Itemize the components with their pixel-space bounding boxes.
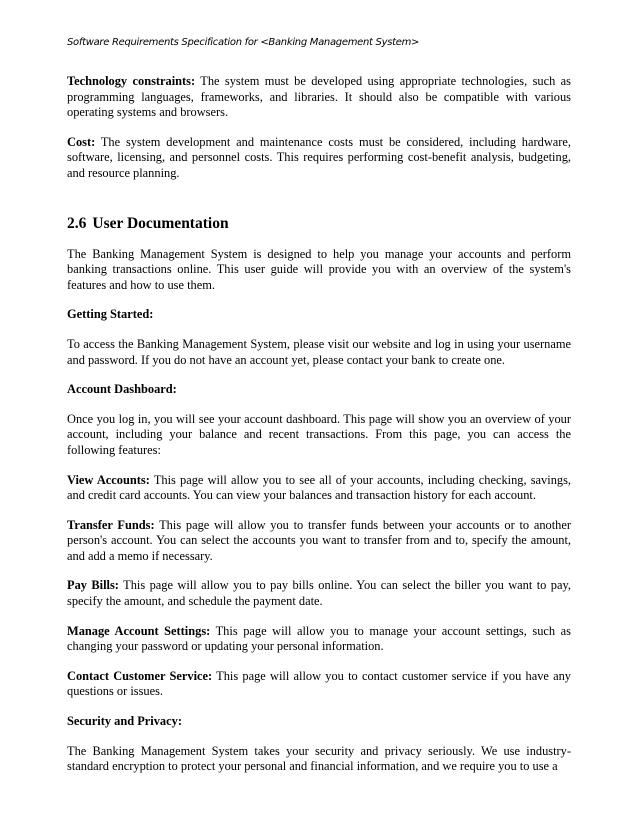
section-heading <box>67 215 571 233</box>
feature-contact-service <box>67 669 571 700</box>
getting-started-heading: Getting Started: <box>67 307 154 322</box>
page-content <box>67 74 571 775</box>
intro-paragraph: The Banking Management System is designed to help you manage your accounts and perform banking transactions online. This user guide will provide you with an overview of the system's features and how to use them. <box>67 246 571 292</box>
constraint-text: The system development and maintenance costs must be considered, including hardware, software, licensing, and personnel costs. This requires performing cost-benefit analysis, budgeting, and resource planning. <box>67 134 571 180</box>
feature-transfer-funds <box>67 518 571 565</box>
feature-manage-settings <box>67 624 571 655</box>
feature-text: This page will allow you to manage your account settings, such as changing your password or updating your personal information. <box>67 623 571 654</box>
feature-pay-bills <box>67 578 571 609</box>
feature-text: This page will allow you to contact customer service if you have any questions or issues. <box>67 668 571 699</box>
security-paragraph: The Banking Management System takes your security and privacy seriously. We use industry-standard encryption to protect your personal and financial information, and we require you to use a <box>67 743 571 774</box>
feature-text: This page will allow you to transfer funds between your accounts or to another person's account. You can select the accounts you want to transfer from and to, specify the amount, and add a memo if necessary. <box>67 517 571 563</box>
section-title: User Documentation <box>92 214 229 232</box>
feature-term: View Accounts: <box>67 472 150 487</box>
section-number: 2.6 <box>67 214 87 232</box>
feature-term: Manage Account Settings: <box>67 623 211 638</box>
constraint-term: Cost: <box>67 134 96 149</box>
feature-text: This page will allow you to pay bills online. You can select the biller you want to pay, specify the amount, and schedule the payment date. <box>67 578 571 609</box>
constraint-text: The system must be developed using appropriate technologies, such as programming languages, frameworks, and libraries. It should also be compatible with various operating systems and browsers. <box>67 74 571 120</box>
constraint-cost <box>67 135 571 182</box>
constraint-term: Technology constraints: <box>67 74 196 88</box>
running-header: Software Requirements Specification for <Banking Management System> <box>67 37 420 48</box>
security-heading: Security and Privacy: <box>67 714 182 729</box>
feature-view-accounts <box>67 473 571 504</box>
feature-term: Contact Customer Service: <box>67 668 213 683</box>
dashboard-heading: Account Dashboard: <box>67 382 177 397</box>
getting-started-paragraph: To access the Banking Management System, please visit our website and log in using your username and password. If you do not have an account yet, please contact your bank to create one. <box>67 336 571 367</box>
feature-text: This page will allow you to see all of your accounts, including checking, savings, and credit card accounts. You can view your balances and transaction history for each account. <box>67 472 572 503</box>
feature-term: Pay Bills: <box>67 578 119 593</box>
feature-term: Transfer Funds: <box>67 517 155 532</box>
constraint-technology <box>67 74 571 121</box>
dashboard-paragraph: Once you log in, you will see your account dashboard. This page will show you an overview of your account, including your balance and recent transactions. From this page, you can access the following features: <box>67 411 571 457</box>
